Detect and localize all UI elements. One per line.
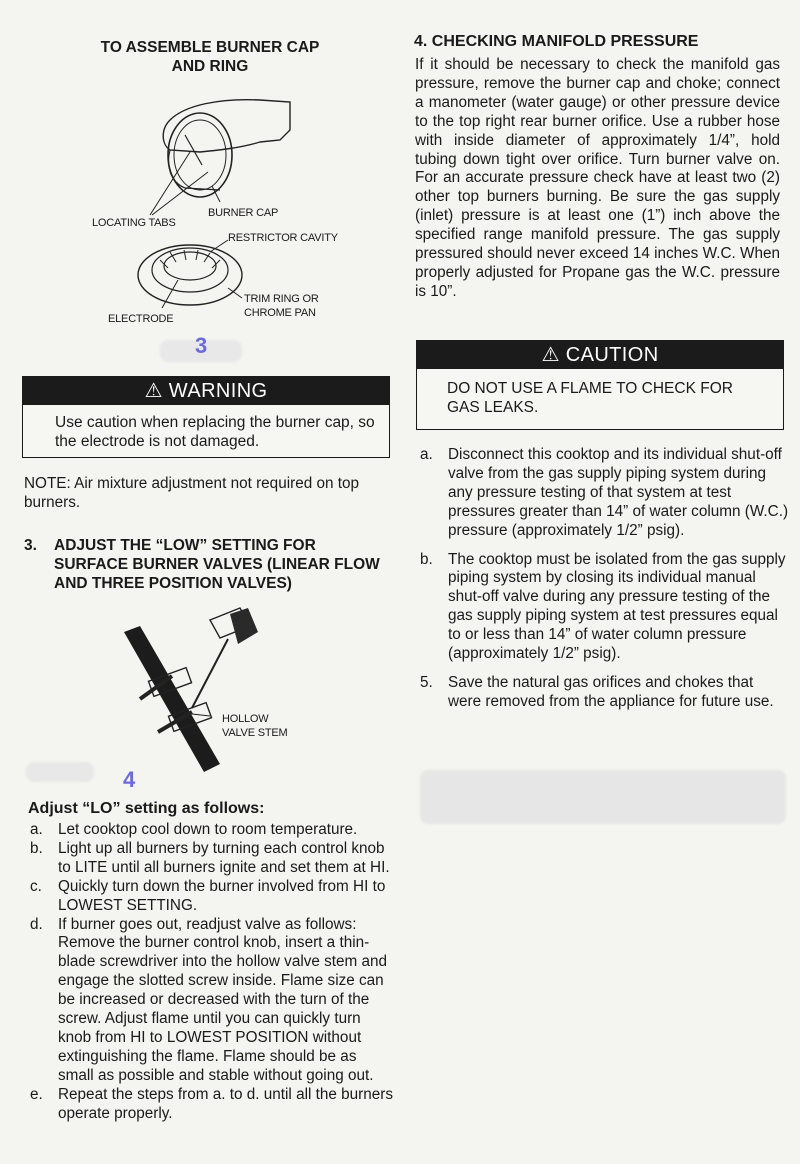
list-item: a. Let cooktop cool down to room temperature. (30, 821, 358, 838)
caution-box (416, 340, 784, 430)
section-3-heading: 3. ADJUST THE “LOW” SETTING FOR SURFACE BURNER VALVES (LINEAR FLOW AND THREE POSITION VALVES) (24, 537, 380, 592)
figure-marker-4: 4 (123, 767, 136, 792)
pressure-items-list (418, 446, 790, 712)
assemble-title: TO ASSEMBLE BURNER CAP AND RING (100, 39, 320, 75)
list-item: b. The cooktop must be isolated from the gas supply piping system by closing its individual manual shut-off valve during any pressure testing of the gas supply piping system at test pressures equal to or less than 14” of water column pressure (approximately 1/2” psig). (420, 550, 786, 663)
list-item: d. If burner goes out, readjust valve as follows: Remove the burner control knob, insert a thin-blade screwdriver into the hollow valve stem and engage the slotted screw inside. Flame size can be increased or decreased with the turn of the screw. Adjust flame until you can quickly turn knob from HI to LOWEST POSITION without extinguishing the flame. Flame should be as small as possible and stable without going out. (30, 915, 388, 1084)
label-electrode: ELECTRODE (108, 313, 174, 325)
adjust-lo-heading: Adjust “LO” setting as follows: (28, 800, 265, 817)
redaction-patch (26, 762, 94, 782)
redaction-patch (420, 770, 786, 824)
label-hollow-valve-stem: HOLLOW VALVE STEM (222, 713, 288, 739)
label-trim-ring: TRIM RING OR CHROME PAN (244, 293, 319, 319)
warning-box (22, 376, 390, 458)
note-text: NOTE: Air mixture adjustment not required on top burners. (24, 475, 359, 511)
adjust-steps-list (24, 821, 396, 1124)
warning-triangle-icon: ⚠ (144, 380, 163, 402)
section-4-heading: 4. CHECKING MANIFOLD PRESSURE (414, 33, 699, 50)
figure-marker-3: 3 (195, 333, 208, 358)
list-item: b. Light up all burners by turning each control knob to LITE until all burners ignite and set them at HI. (30, 839, 390, 876)
list-item: c. Quickly turn down the burner involved from HI to LOWEST SETTING. (30, 877, 386, 914)
section-4-text: If it should be necessary to check the manifold gas pressure, remove the burner cap and choke; connect a manometer (water gauge) or other pressure device to the top right rear burner orifice. Use a rubber hose with inside diameter of approximately 1/4”, hold tubing down tight over orifice. Turn burner valve on. For an accurate pressure check have at least two (2) other top burners burning. Be sure the gas supply (inlet) pressure is at least one (1”) inch above the specified range manifold pressure. The gas supply pressured should never exceed 14 inches W.C. When properly adjusted for Propane gas the W.C. pressure is 10”. (415, 56, 780, 300)
caution-triangle-icon: ⚠ (541, 344, 560, 366)
list-item: 5. Save the natural gas orifices and chokes that were removed from the appliance for future use. (420, 673, 774, 710)
warning-text: Use caution when replacing the burner cap, so the electrode is not damaged. (55, 414, 375, 450)
list-item: e. Repeat the steps from a. to d. until all the burners operate properly. (30, 1085, 394, 1122)
label-restrictor-cavity: RESTRICTOR CAVITY (228, 232, 338, 244)
list-item: a. Disconnect this cooktop and its individual shut-off valve from the gas supply piping system during any pressure testing of that system at test pressures greater than 14” of water column (W.C.) pressure (approximately 1/2” psig). (420, 446, 789, 539)
label-locating-tabs: LOCATING TABS (92, 217, 176, 229)
valve-screwdriver-illustration (110, 604, 310, 784)
caution-header: ⚠ CAUTION (417, 341, 783, 369)
label-burner-cap: BURNER CAP (208, 207, 279, 219)
warning-header: ⚠ WARNING (23, 377, 389, 405)
caution-text: DO NOT USE A FLAME TO CHECK FOR GAS LEAKS. (447, 380, 733, 416)
